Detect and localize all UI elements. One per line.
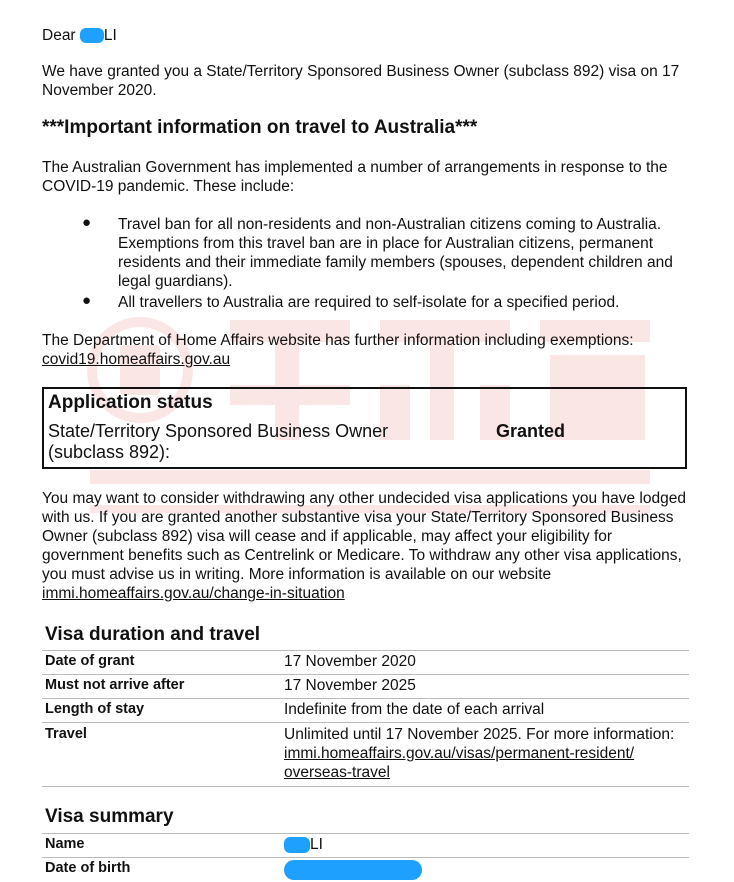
bullet-item: All travellers to Australia are required to self-isolate for a specified period.: [118, 294, 620, 311]
bullet-dot: ●: [82, 214, 92, 231]
row-key-date-of-birth: Date of birth: [45, 860, 131, 876]
row-value-date-of-grant: 17 November 2020: [284, 653, 416, 670]
row-value-date-of-birth: [284, 860, 422, 880]
table-divider: [42, 833, 689, 834]
row-key-must-not-arrive-after: Must not arrive after: [45, 677, 185, 693]
visa-summary-heading: Visa summary: [45, 806, 174, 827]
covid-paragraph: The Australian Government has implemented a number of arrangements in response to the COVID-19 pandemic. These include:: [42, 159, 668, 195]
withdraw-paragraph: You may want to consider withdrawing any other undecided visa applications you have lodged with us. If you are granted another substantive visa your State/Territory Sponsored Business Owner (subclass 892) visa will cease and if applicable, may affect your eligibility for government benefits such as Centrelink or Medicare. To withdraw any other visa applications, you must advise us in writing. More information is available on our website: [42, 490, 686, 583]
row-key-length-of-stay: Length of stay: [45, 701, 145, 717]
bullet-item: Travel ban for all non-residents and non-Australian citizens coming to Australia. Exemptions from this travel ban are in place for Australian citizens, permanent residents and their immediate family members (spouses, dependent children and legal guardians).: [118, 216, 673, 290]
overseas-travel-link[interactable]: immi.homeaffairs.gov.au/visas/permanent-resident/ overseas-travel: [284, 745, 635, 781]
application-status-title: Application status: [48, 392, 213, 413]
greeting-name-suffix: LI: [103, 27, 117, 44]
table-divider: [42, 674, 689, 675]
table-divider: [42, 857, 689, 858]
home-affairs-link[interactable]: covid19.homeaffairs.gov.au: [42, 351, 231, 368]
redacted-name: [284, 837, 310, 853]
bullet-dot: ●: [82, 292, 92, 309]
redacted-name: [80, 28, 104, 43]
important-heading: ***Important information on travel to Australia***: [42, 117, 478, 138]
row-value-name: [284, 835, 323, 854]
redacted-date-of-birth: [284, 860, 422, 880]
summary-name-suffix: LI: [310, 836, 323, 853]
table-divider: [42, 722, 689, 723]
row-value-length-of-stay: Indefinite from the date of each arrival: [284, 701, 545, 718]
greeting: [42, 26, 117, 45]
greeting-prefix: Dear: [42, 27, 76, 44]
table-divider: [42, 650, 689, 651]
application-status-value: Granted: [496, 421, 566, 441]
row-key-date-of-grant: Date of grant: [45, 653, 135, 669]
table-divider: [42, 786, 689, 787]
row-key-name: Name: [45, 836, 85, 852]
visa-duration-heading: Visa duration and travel: [45, 624, 261, 645]
home-affairs-paragraph: The Department of Home Affairs website has further information including exemptions:: [42, 332, 634, 349]
intro-paragraph: We have granted you a State/Territory Sponsored Business Owner (subclass 892) visa on 17 November 2020.: [42, 63, 680, 99]
row-key-travel: Travel: [45, 726, 87, 742]
application-status-box: [42, 387, 687, 469]
table-divider: [42, 698, 689, 699]
row-value-must-not-arrive-after: 17 November 2025: [284, 677, 416, 694]
change-in-situation-link[interactable]: immi.homeaffairs.gov.au/change-in-situation: [42, 585, 345, 602]
application-visa-type: State/Territory Sponsored Business Owner (subclass 892):: [48, 421, 389, 462]
row-value-travel: Unlimited until 17 November 2025. For more information:: [284, 726, 675, 743]
